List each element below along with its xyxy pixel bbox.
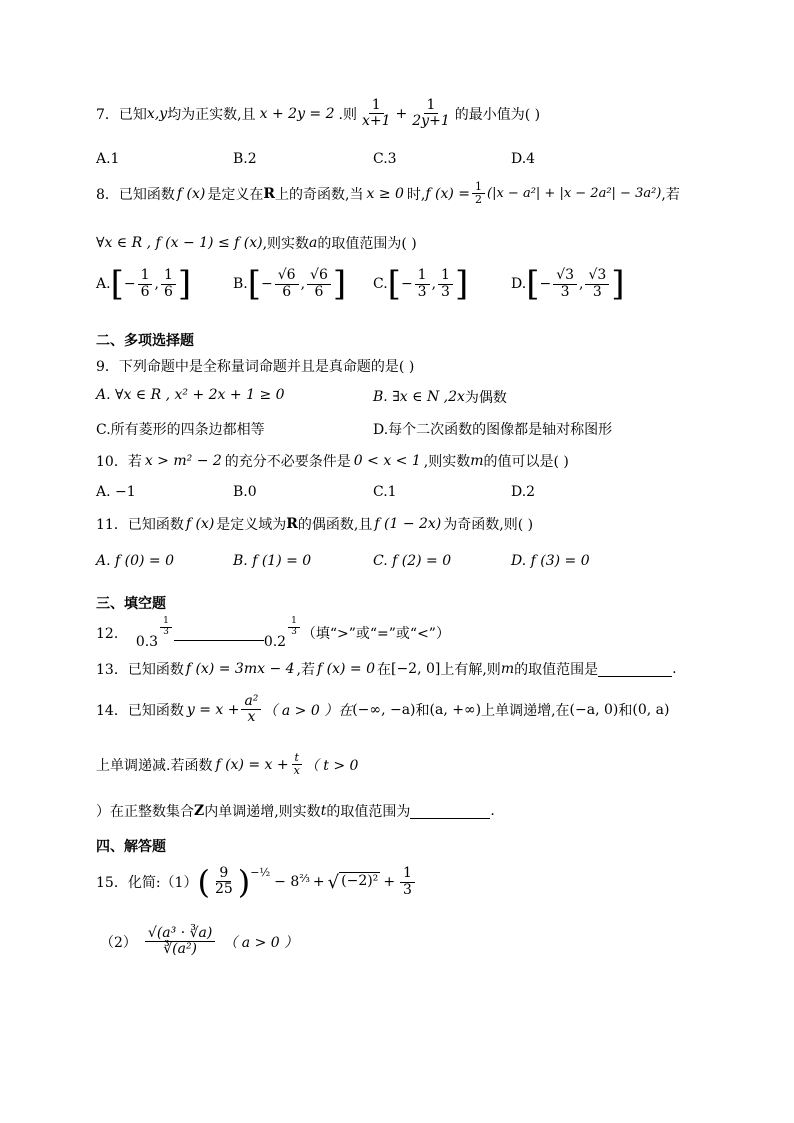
q8-line-1 (96, 181, 680, 206)
q7-pre: 已知 (118, 106, 147, 123)
q8-line-2 (96, 233, 417, 253)
q14-interval-2: (a, +∞) (429, 701, 482, 718)
q9-option-c[interactable]: C.所有菱形的四条边都相等 (96, 422, 265, 438)
q14-line3-pre: ）在正整数集合 (96, 804, 194, 820)
q12-line (96, 617, 450, 650)
q12-term-1: 0.3 $\frac{1}{3}$ (136, 617, 174, 650)
q13-line (96, 659, 677, 679)
q10-cond2: 0 < x < 1 (353, 453, 421, 469)
q14-integer-set: Z (194, 803, 205, 819)
q13-fx: f (x) = 3mx − 4 (185, 661, 295, 677)
q14-line3-mid: 内单调递增,则实数 (204, 804, 321, 820)
q14-line-2 (96, 752, 358, 777)
q8-option-a-label: A. (96, 276, 111, 292)
q8-option-b-label: B. (233, 276, 248, 292)
q13-mid: ,若 (296, 662, 315, 678)
q8-option-d-interval: [ − $\frac{√3}{3}$ , $\frac{√3}{3}$ ] (526, 264, 625, 304)
q8-a: a (309, 235, 318, 251)
q9-option-b-var: 2x (448, 389, 465, 405)
q8-option-d-label: D. (511, 276, 527, 292)
q14-t: t (320, 803, 327, 819)
q14-and-2: 和 (618, 702, 633, 719)
q15-part2-cond: （ a > 0 ） (223, 934, 299, 951)
q11-real-set: R (286, 516, 298, 532)
q14-interval-4: (0, a) (632, 701, 670, 718)
q10-line (96, 451, 569, 471)
q7-mid2: .则 (338, 106, 357, 123)
q10-mid2: ,则实数 (423, 454, 471, 470)
q10-number: 10．若 (96, 454, 142, 470)
q13-end: . (672, 661, 677, 677)
q11-mid: 是定义域为 (216, 517, 287, 533)
q14-cond: （ a > 0 ）在 (263, 702, 353, 719)
q8-fx2: f (x) = (425, 185, 470, 202)
q7-mid1: 均为正实数,且 (167, 106, 256, 123)
q15-number: 15．化简:（1） (96, 875, 198, 891)
q8-number: 8． (96, 186, 119, 203)
q8-pre: 已知函数 (118, 186, 175, 203)
q10-cond1: x > m² − 2 (144, 453, 222, 469)
q14-y: y = x + (186, 701, 240, 718)
q8-mid2: 上的奇函数,当 (275, 186, 364, 203)
q8-real-set: R (263, 185, 276, 202)
q15-sqrt: √ (−2)² (327, 871, 379, 893)
q8-mid1: 是定义在 (207, 186, 264, 203)
q11-option-b[interactable]: B. f (1) = 0 (233, 553, 312, 569)
q14-mid: 上单调递增,在 (481, 702, 570, 719)
q9-option-b[interactable] (373, 387, 507, 407)
q14-fraction: $\frac{\text{a²}}{x}$ (241, 694, 261, 726)
q9-option-b-pre: B. ∃x ∈ N , (373, 389, 449, 405)
q11-number: 11．已知函数 (96, 517, 184, 533)
q15-plus-1: + (312, 874, 325, 890)
q8-expression: (|x − a²| + |x − 2a²| − 3a²) (487, 186, 662, 202)
q7-fraction-1: $\frac{1}{x+1}$ (361, 97, 391, 130)
q8-option-a-interval: [ − $\frac{1}{6}$ , $\frac{1}{6}$ ] (110, 264, 192, 304)
q15-term-1: ( $\frac{9}{25}$ ) −½ (197, 863, 271, 901)
q14-t-fraction: $\frac{t}{x}$ (291, 752, 303, 777)
q14-line-1 (96, 694, 669, 726)
q14-and-1: 和 (415, 702, 430, 719)
q11-option-a[interactable]: A. f (0) = 0 (96, 553, 175, 569)
q10-mid: 的充分不必要条件是 (224, 454, 351, 470)
q8-option-a[interactable] (96, 264, 192, 304)
q8-mid3: 时, (406, 186, 426, 203)
q8-option-c[interactable] (373, 264, 469, 304)
q15-line-2 (100, 926, 298, 958)
q8-fx: f (x) (176, 185, 206, 202)
section-2-heading: 二、多项选择题 (96, 333, 194, 349)
q15-term-2: − 8 (274, 874, 300, 890)
q7-option-b[interactable]: B.2 (233, 151, 257, 167)
q13-mid2: 在 (376, 662, 391, 678)
q12-number: 12． (96, 626, 128, 643)
section-3-heading: 三、填空题 (96, 596, 166, 612)
q9-line: 9．下列命题中是全称量词命题并且是真命题的是( ) (96, 359, 415, 375)
q8-post: ,若 (661, 186, 680, 203)
q15-last-fraction: $\frac{1}{3}$ (400, 866, 415, 898)
q10-option-b[interactable]: B.0 (233, 484, 257, 500)
q9-option-b-post: 为偶数 (464, 390, 507, 406)
q7-option-a[interactable]: A.1 (96, 151, 120, 167)
q15-term-2-exp: ⅔ (299, 872, 310, 885)
q11-option-d[interactable]: D. f (3) = 0 (511, 553, 590, 569)
q11-post: 为奇函数,则( ) (443, 517, 534, 533)
q8-option-c-label: C. (373, 276, 388, 292)
q10-m: m (470, 453, 484, 469)
q14-interval-3: (−a, 0) (569, 701, 619, 718)
q14-line-3 (96, 801, 495, 821)
q14-line3-post: 的取值范围为 (326, 804, 411, 820)
q13-number: 13．已知函数 (96, 662, 184, 678)
q11-fx: f (x) (185, 516, 215, 532)
q12-term-2: 0.2 $\frac{1}{3}$ (264, 617, 302, 650)
q8-option-b-interval: [ − $\frac{√6}{6}$ , $\frac{√6}{6}$ ] (247, 264, 347, 304)
q8-cond: x ≥ 0 (366, 185, 404, 202)
q10-option-c[interactable]: C.1 (373, 484, 397, 500)
q10-post: 的值可以是( ) (483, 454, 569, 470)
q8-option-b[interactable] (233, 264, 347, 304)
q8-option-d[interactable] (511, 264, 625, 304)
q14-end: . (490, 803, 495, 819)
q15-plus-2: + (383, 874, 396, 890)
q9-option-a[interactable]: A. ∀x ∈ R , x² + 2x + 1 ≥ 0 (96, 387, 285, 403)
q13-interval: [−2, 0] (390, 661, 441, 677)
q13-post: 的取值范围是 (514, 662, 599, 678)
q10-option-a[interactable]: A. −1 (96, 484, 136, 500)
q12-post: （填“>”或“=”或“<”） (301, 626, 450, 643)
q11-line (96, 514, 533, 534)
q11-mid2: 的偶函数,且 (297, 517, 373, 533)
q8-line2-post: 的取值范围为( ) (317, 236, 417, 252)
q10-option-d[interactable]: D.2 (511, 484, 536, 500)
q7-line (96, 98, 540, 130)
q14-t-cond: （ t > 0 (304, 757, 359, 774)
q14-answer-blank[interactable] (410, 804, 490, 819)
q12-answer-blank[interactable] (174, 640, 264, 641)
q7-number: 7． (96, 106, 119, 123)
q11-option-c[interactable]: C. f (2) = 0 (373, 553, 452, 569)
q7-option-d[interactable]: D.4 (511, 151, 536, 167)
q15-line-1 (96, 863, 417, 901)
q7-plus: + (395, 105, 408, 122)
q9-option-d[interactable]: D.每个二次函数的图像都是轴对称图形 (373, 422, 613, 438)
q7-cond: x + 2y = 2 (259, 105, 335, 122)
q8-option-c-interval: [ − $\frac{1}{3}$ , $\frac{1}{3}$ ] (387, 264, 469, 304)
q7-post: 的最小值为( ) (454, 106, 541, 123)
q7-fraction-2: $\frac{1}{2y+1}$ (412, 97, 450, 130)
q13-mid3: 上有解,则 (440, 662, 501, 678)
q8-condition: ∀x ∈ R , f (x − 1) ≤ f (x) (96, 235, 263, 251)
q14-line2-pre: 上单调递减.若函数 (96, 757, 213, 774)
q11-f2: f (1 − 2x) (374, 516, 442, 532)
q8-line2-mid: ,则实数 (262, 236, 310, 252)
q13-cond: f (x) = 0 (316, 661, 375, 677)
q8-half: $\frac{1}{2}$ (472, 181, 485, 206)
q14-interval-1: (−∞, −a) (352, 701, 416, 718)
q15-part2-fraction: $\frac{\text{√(a³ · ∛a)}}{\text{∛(a²)}}$ (145, 926, 215, 958)
q13-m: m (500, 661, 515, 677)
section-4-heading: 四、解答题 (96, 839, 166, 855)
q7-option-c[interactable]: C.3 (373, 151, 397, 167)
q14-number: 14．已知函数 (96, 702, 184, 719)
q13-answer-blank[interactable] (598, 662, 672, 677)
q15-part2-label: （2） (100, 934, 137, 951)
q7-xy: x,y (146, 105, 168, 122)
q14-fx: f (x) = x + (215, 756, 289, 773)
